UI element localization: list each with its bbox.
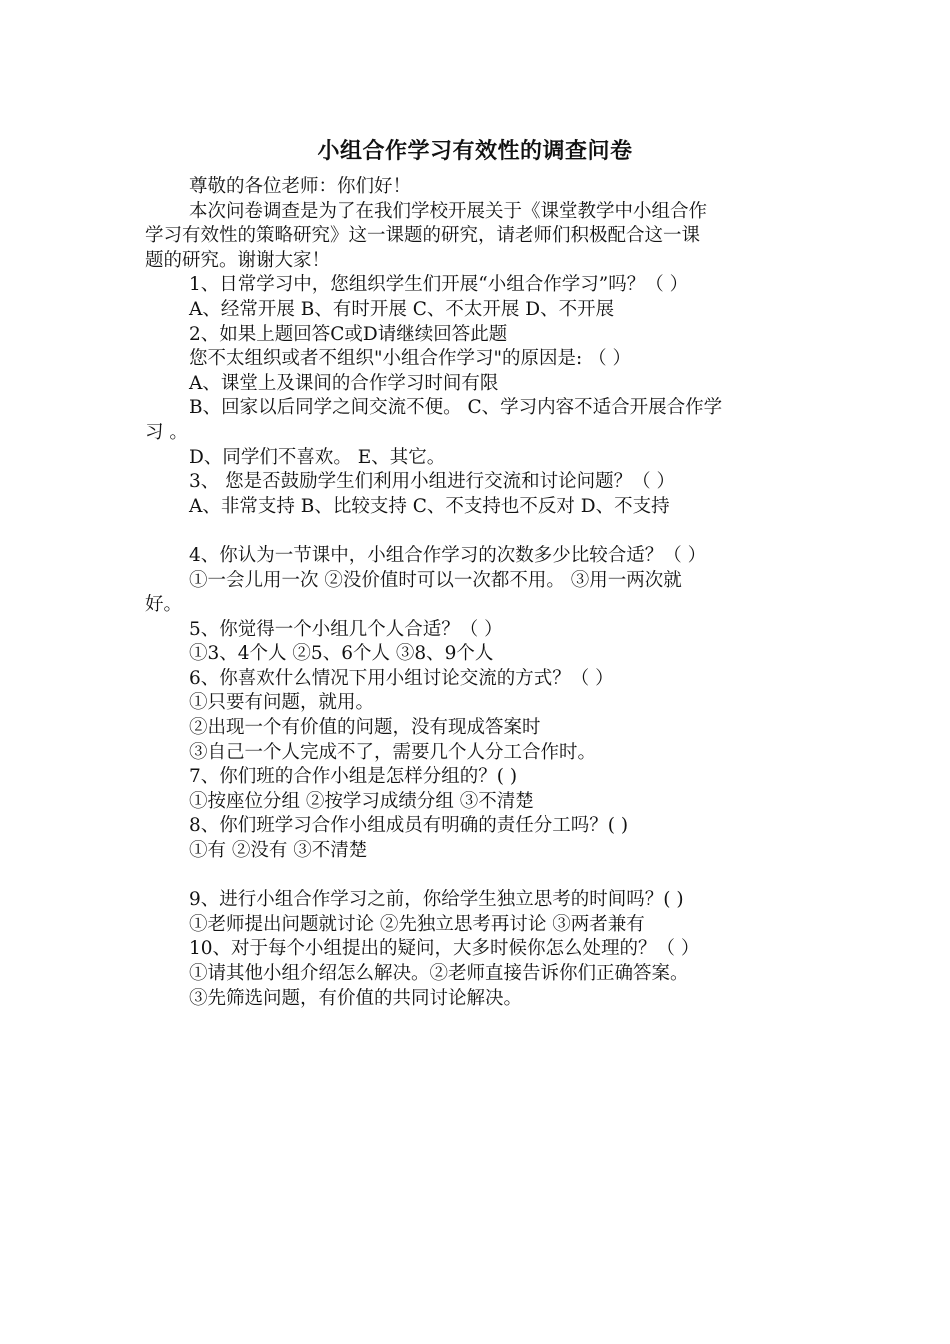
question-6: 6、你喜欢什么情况下用小组讨论交流的方式？（ ） <box>189 667 614 689</box>
question-2-option: D、同学们不喜欢。 E、其它。 <box>189 446 446 468</box>
question-6-option: ③自己一个人完成不了，需要几个人分工合作时。 <box>189 741 597 763</box>
intro-line: 学习有效性的策略研究》这一课题的研究，请老师们积极配合这一课 <box>145 225 701 247</box>
blank-line <box>145 519 811 544</box>
question-6-option: ②出现一个有价值的问题，没有现成答案时 <box>189 717 541 739</box>
question-10-option: ①请其他小组介绍怎么解决。②老师直接告诉你们正确答案。 <box>189 963 689 984</box>
question-5-options: ①3、4个人 ②5、6个人 ③8、9个人 <box>189 643 494 665</box>
question-2-option: A、课堂上及课间的合作学习时间有限 <box>189 372 499 394</box>
question-2-option: B、回家以后同学之间交流不便。 C、学习内容不适合开展合作学 <box>189 397 723 419</box>
question-2: 2、如果上题回答C或D请继续回答此题 <box>189 323 508 345</box>
question-9-options: ①老师提出问题就讨论 ②先独立思考再讨论 ③两者兼有 <box>189 913 645 935</box>
question-3-options: A、非常支持 B、比较支持 C、不支持也不反对 D、不支持 <box>189 495 670 517</box>
question-4: 4、你认为一节课中，小组合作学习的次数多少比较合适？（ ） <box>189 544 707 566</box>
question-9: 9、进行小组合作学习之前，你给学生独立思考的时间吗？( ) <box>189 889 684 911</box>
question-8: 8、你们班学习合作小组成员有明确的责任分工吗？( ) <box>189 815 629 837</box>
question-3: 3、 您是否鼓励学生们利用小组进行交流和讨论问题？（ ） <box>189 471 676 493</box>
question-4-options-cont: 好。 <box>145 594 183 616</box>
question-2-option-cont: 习 。 <box>145 421 188 443</box>
page-title: 小组合作学习有效性的调查问卷 <box>317 138 633 164</box>
intro-line: 本次问卷调查是为了在我们学校开展关于《课堂教学中小组合作 <box>189 200 708 222</box>
blank-line <box>145 864 811 889</box>
questionnaire-body <box>145 175 811 1011</box>
question-10: 10、对于每个小组提出的疑问，大多时候你怎么处理的？（ ） <box>189 938 700 960</box>
question-5: 5、你觉得一个小组几个人合适？（ ） <box>189 618 503 640</box>
question-1: 1、日常学习中，您组织学生们开展“小组合作学习”吗？（ ） <box>189 274 689 296</box>
question-1-options: A、经常开展 B、有时开展 C、不太开展 D、不开展 <box>189 298 615 320</box>
greeting: 尊敬的各位老师：你们好！ <box>189 176 412 197</box>
question-10-option: ③先筛选问题，有价值的共同讨论解决。 <box>189 987 523 1009</box>
question-6-option: ①只要有问题，就用。 <box>189 692 375 714</box>
question-7: 7、你们班的合作小组是怎样分组的？( ) <box>189 766 518 788</box>
question-7-options: ①按座位分组 ②按学习成绩分组 ③不清楚 <box>189 790 534 812</box>
question-2-prompt: 您不太组织或者不组织"小组合作学习"的原因是: （ ） <box>189 348 632 370</box>
question-8-options: ①有 ②没有 ③不清楚 <box>189 840 368 862</box>
question-4-options: ①一会儿用一次 ②没价值时可以一次都不用。 ③用一两次就 <box>189 569 682 591</box>
intro-line: 题的研究。谢谢大家！ <box>145 249 331 271</box>
